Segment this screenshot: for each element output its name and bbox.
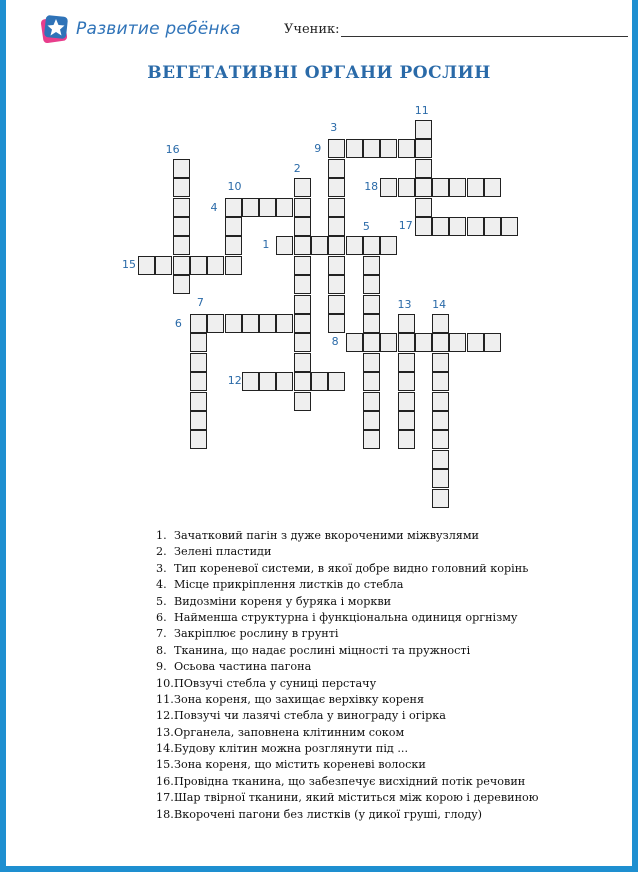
crossword-cell[interactable] (276, 236, 293, 255)
clue-item-text: Зачатковий пагін з дуже вкороченими міжвузлями (174, 529, 480, 542)
crossword-cell[interactable] (173, 275, 190, 294)
crossword-cell[interactable] (449, 217, 466, 236)
crossword-cell[interactable] (449, 333, 466, 352)
clue-item (156, 757, 539, 773)
crossword-cell[interactable] (432, 353, 449, 372)
crossword-cell[interactable] (294, 256, 311, 275)
crossword-cell[interactable] (190, 353, 207, 372)
crossword-cell[interactable] (432, 178, 449, 197)
crossword-cell[interactable] (415, 333, 432, 352)
clue-item (156, 594, 539, 610)
crossword-cell[interactable] (207, 314, 224, 333)
clue-number-3: 3 (330, 121, 338, 135)
student-label: Ученик: (284, 22, 340, 37)
clue-item (156, 708, 539, 724)
crossword-cell[interactable] (173, 236, 190, 255)
clue-number-5: 5 (362, 220, 370, 234)
clue-item-number: 9. (156, 660, 167, 674)
crossword-cell[interactable] (173, 217, 190, 236)
crossword-cell[interactable] (225, 314, 242, 333)
crossword-cell[interactable] (346, 333, 363, 352)
crossword-cell[interactable] (398, 392, 415, 411)
crossword-cell[interactable] (259, 314, 276, 333)
crossword-cell[interactable] (190, 256, 207, 275)
clue-item-text: Будову клітин можна розглянути під ... (174, 742, 409, 756)
crossword-cell[interactable] (432, 469, 449, 488)
crossword-cell[interactable] (328, 217, 345, 236)
crossword-cell[interactable] (363, 353, 380, 372)
crossword-cell[interactable] (138, 256, 155, 275)
crossword-cell[interactable] (398, 333, 415, 352)
clue-item-text: Зелені пластиди (174, 545, 272, 559)
crossword-cell[interactable] (380, 139, 397, 158)
crossword-cell[interactable] (398, 178, 415, 197)
crossword-cell[interactable] (363, 411, 380, 430)
crossword-cell[interactable] (259, 198, 276, 217)
clue-item (156, 692, 539, 708)
crossword-cell[interactable] (190, 430, 207, 449)
crossword-cell[interactable] (363, 256, 380, 275)
crossword-cell[interactable] (328, 256, 345, 275)
crossword-cell[interactable] (311, 236, 328, 255)
crossword-cell[interactable] (398, 314, 415, 333)
crossword-cell[interactable] (294, 314, 311, 333)
crossword-cell[interactable] (432, 333, 449, 352)
clue-number-8: 8 (331, 335, 339, 349)
crossword-cell[interactable] (432, 450, 449, 469)
crossword-cell[interactable] (346, 139, 363, 158)
clue-item-text: Органела, заповнена клітинним соком (174, 725, 405, 739)
crossword-cell[interactable] (398, 430, 415, 449)
clue-item (156, 774, 539, 790)
clue-item-text: Повзучі чи лазячі стебла у винограду і огірка (174, 709, 446, 723)
crossword-cell[interactable] (449, 178, 466, 197)
clue-item-number: 14. (156, 742, 174, 756)
clue-item-number: 15. (156, 758, 174, 772)
clue-item-number: 10. (156, 676, 174, 690)
clue-number-15: 15 (122, 257, 136, 271)
crossword-cell[interactable] (190, 333, 207, 352)
clue-item (156, 577, 539, 593)
clue-number-11: 11 (414, 104, 429, 117)
clue-item (156, 626, 539, 642)
clue-item (156, 790, 539, 806)
crossword-cell[interactable] (363, 392, 380, 411)
crossword-cell[interactable] (432, 372, 449, 391)
crossword-cell[interactable] (173, 198, 190, 217)
crossword-cell[interactable] (190, 372, 207, 391)
crossword-cell[interactable] (173, 256, 190, 275)
crossword-cell[interactable] (259, 372, 276, 391)
crossword-cell[interactable] (276, 314, 293, 333)
clue-number-1: 1 (262, 238, 270, 252)
clue-number-18: 18 (364, 180, 379, 194)
crossword-cell[interactable] (484, 178, 501, 197)
crossword-cell[interactable] (398, 411, 415, 430)
crossword-cell[interactable] (242, 372, 259, 391)
crossword-cell[interactable] (363, 333, 380, 352)
clue-item-number: 7. (156, 627, 167, 641)
crossword-cell[interactable] (242, 314, 259, 333)
crossword-cell[interactable] (294, 353, 311, 372)
crossword-cell[interactable] (398, 353, 415, 372)
crossword-cell[interactable] (398, 139, 415, 158)
crossword-cell[interactable] (432, 411, 449, 430)
clue-item-text: Шар твірної тканини, який міститься між корою і деревиною (174, 791, 539, 805)
crossword-cell[interactable] (432, 430, 449, 449)
crossword-cell[interactable] (328, 314, 345, 333)
crossword-cell[interactable] (363, 139, 380, 158)
crossword-cell[interactable] (363, 314, 380, 333)
clue-item (156, 610, 539, 626)
clue-item-number: 12. (156, 709, 174, 723)
crossword-cell[interactable] (242, 198, 259, 217)
clue-item (156, 561, 539, 577)
clue-item-number: 8. (156, 643, 167, 657)
clue-item-number: 16. (156, 774, 174, 788)
clue-item (156, 643, 539, 659)
crossword-cell[interactable] (328, 159, 345, 178)
clue-number-9: 9 (314, 142, 322, 156)
clue-item-number: 2. (156, 545, 167, 559)
clue-number-7: 7 (196, 296, 204, 309)
crossword-cell[interactable] (415, 159, 432, 178)
clue-item-text: Закріплює рослину в грунті (174, 627, 339, 641)
clue-item-text: Зона кореня, що захищає верхівку кореня (174, 692, 425, 706)
clue-item-text: Осьова частина пагона (174, 660, 312, 674)
crossword-cell[interactable] (467, 178, 484, 197)
crossword-cell[interactable] (294, 275, 311, 294)
crossword-cell[interactable] (380, 333, 397, 352)
clue-number-6: 6 (174, 317, 182, 330)
clue-number-14: 14 (432, 298, 447, 311)
crossword-cell[interactable] (225, 198, 242, 217)
crossword-cell[interactable] (432, 314, 449, 333)
crossword-cell[interactable] (415, 178, 432, 197)
crossword-cell[interactable] (467, 333, 484, 352)
clue-item-number: 1. (156, 529, 167, 542)
clue-item-text: Тип кореневої системи, в якої добре видно головний корінь (174, 561, 529, 575)
crossword-cell[interactable] (363, 236, 380, 255)
clue-item-text: Вкорочені пагони без листків (у дикої груші, глоду) (174, 807, 483, 821)
clue-number-16: 16 (165, 142, 180, 156)
crossword-cell[interactable] (294, 217, 311, 236)
crossword-cell[interactable] (363, 430, 380, 449)
clue-number-4: 4 (210, 200, 218, 214)
clue-item-number: 3. (156, 561, 167, 575)
crossword-cell[interactable] (415, 120, 432, 139)
crossword-cell[interactable] (501, 217, 518, 236)
crossword-cell[interactable] (276, 198, 293, 217)
clue-item-number: 18. (156, 807, 174, 821)
clue-item-text: Видозміни кореня у буряка і моркви (174, 594, 392, 608)
crossword-cell[interactable] (225, 236, 242, 255)
crossword-cell[interactable] (346, 236, 363, 255)
crossword-cell[interactable] (415, 217, 432, 236)
crossword-cell[interactable] (190, 392, 207, 411)
clue-item-number: 4. (156, 578, 167, 592)
crossword-cell[interactable] (225, 256, 242, 275)
clue-item-text: Провідна тканина, що забезпечує висхідний потік речовин (174, 774, 526, 788)
crossword-cell[interactable] (225, 217, 242, 236)
page-title: ВЕГЕТАТИВНІ ОРГАНИ РОСЛИН (147, 63, 491, 83)
crossword-cell[interactable] (294, 295, 311, 314)
clue-item (156, 659, 539, 675)
crossword-cell[interactable] (294, 372, 311, 391)
crossword-cell[interactable] (276, 372, 293, 391)
crossword-cell[interactable] (398, 372, 415, 391)
crossword-cell[interactable] (173, 159, 190, 178)
clue-number-2: 2 (293, 162, 301, 176)
clue-item (156, 544, 539, 560)
crossword-cell[interactable] (155, 256, 172, 275)
crossword-cell[interactable] (294, 236, 311, 255)
crossword-cell[interactable] (380, 236, 397, 255)
clue-item-text: Найменша структурна і функціональна одиниця оргнізму (174, 610, 518, 624)
crossword-cell[interactable] (328, 139, 345, 158)
crossword-cell[interactable] (294, 333, 311, 352)
clue-item-number: 6. (156, 610, 167, 624)
crossword-cell[interactable] (207, 256, 224, 275)
clue-number-10: 10 (227, 179, 242, 193)
logo-text: Развитие ребёнка (76, 19, 241, 39)
clue-item (156, 528, 539, 544)
clue-item-number: 13. (156, 725, 174, 739)
crossword-cell[interactable] (311, 372, 328, 391)
clue-item-number: 5. (156, 594, 167, 608)
crossword-cell[interactable] (363, 275, 380, 294)
crossword-cell[interactable] (328, 275, 345, 294)
clue-item (156, 807, 539, 823)
crossword-cell[interactable] (173, 178, 190, 197)
clue-number-17: 17 (398, 219, 413, 232)
crossword-cell[interactable] (415, 198, 432, 217)
clue-item-text: Зона кореня, що містить кореневі волоски (174, 758, 426, 772)
clue-item (156, 725, 539, 741)
crossword-cell[interactable] (484, 333, 501, 352)
clue-item-text: Місце прикріплення листків до стебла (174, 578, 404, 592)
crossword-cell[interactable] (190, 314, 207, 333)
crossword-cell[interactable] (432, 392, 449, 411)
crossword-cell[interactable] (328, 372, 345, 391)
crossword-cell[interactable] (363, 372, 380, 391)
crossword-cell[interactable] (363, 295, 380, 314)
clue-item (156, 676, 539, 692)
crossword-cell[interactable] (294, 392, 311, 411)
clue-number-12: 12 (227, 374, 242, 388)
crossword-cell[interactable] (294, 198, 311, 217)
crossword-cell[interactable] (432, 489, 449, 508)
crossword-cell[interactable] (190, 411, 207, 430)
crossword-cell[interactable] (467, 217, 484, 236)
crossword-cell[interactable] (328, 198, 345, 217)
clue-item-text: ПОвзучі стебла у суниці перстачу (174, 676, 377, 690)
crossword-cell[interactable] (328, 178, 345, 197)
clue-item (156, 741, 539, 757)
clue-item-number: 11. (156, 692, 174, 706)
crossword-cell[interactable] (328, 295, 345, 314)
crossword-cell[interactable] (328, 236, 345, 255)
crossword-cell[interactable] (432, 217, 449, 236)
clue-item-number: 17. (156, 791, 174, 805)
clue-item-text: Тканина, що надає рослині міцності та пружності (174, 643, 471, 657)
crossword-cell[interactable] (415, 139, 432, 158)
clue-number-13: 13 (397, 298, 412, 311)
clue-list (156, 528, 539, 823)
crossword-cell[interactable] (484, 217, 501, 236)
crossword-cell[interactable] (294, 178, 311, 197)
crossword-cell[interactable] (380, 178, 397, 197)
